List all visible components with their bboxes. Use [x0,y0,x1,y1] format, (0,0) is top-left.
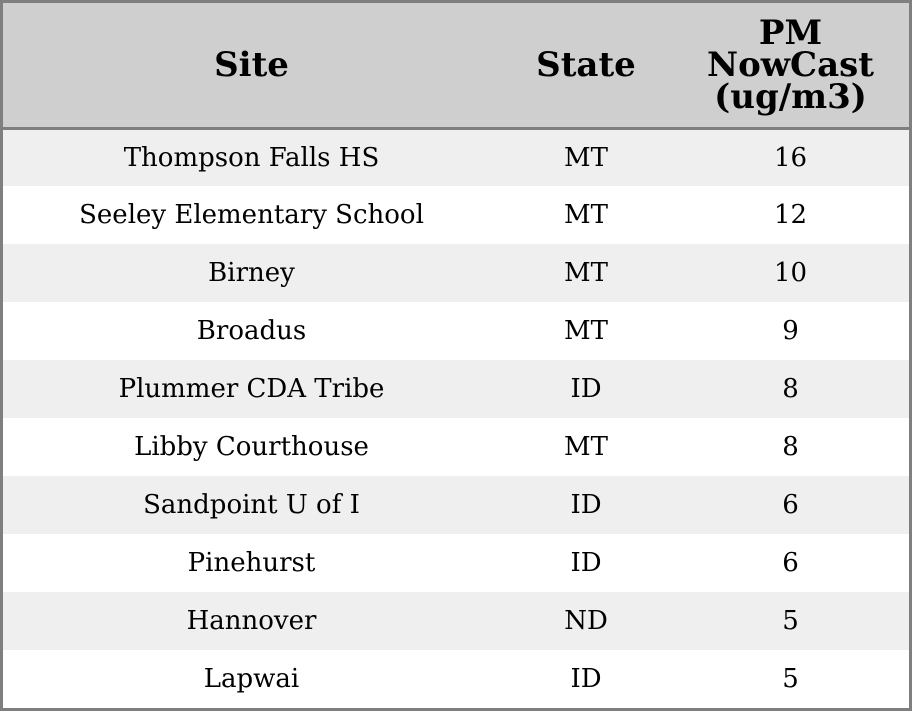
table-row [3,360,909,418]
table-row [3,244,909,302]
header-pm-line3: (ug/m3) [714,76,867,117]
cell-state: MT [564,258,608,288]
cell-state: ID [570,664,602,694]
cell-state: ID [570,548,602,578]
table-row [3,650,909,708]
cell-site: Broadus [196,316,307,346]
table-row [3,534,909,592]
cell-pm: 5 [782,606,799,636]
cell-state: MT [564,142,608,173]
cell-pm: 5 [782,664,799,694]
cell-pm: 12 [773,200,808,230]
table-row [3,476,909,534]
cell-state: ND [564,606,608,636]
header-site: Site [3,3,500,128]
header-pm-nowcast [672,3,909,128]
cell-state: MT [564,432,608,462]
cell-state: MT [564,200,608,230]
cell-site: Thompson Falls HS [123,142,380,173]
cell-pm: 8 [782,432,799,462]
cell-pm: 9 [782,316,799,346]
cell-site: Hannover [186,606,317,636]
cell-site: Pinehurst [187,548,316,578]
pm-nowcast-table [3,3,909,708]
cell-state: MT [564,316,608,346]
table-header [3,3,909,128]
header-state: State [500,3,672,128]
cell-site: Seeley Elementary School [79,200,424,230]
header-pm-line2: NowCast [707,44,874,85]
table-row [3,302,909,360]
cell-site: Sandpoint U of I [143,490,360,520]
cell-site: Plummer CDA Tribe [118,374,385,404]
table-row [3,592,909,650]
table-row [3,418,909,476]
cell-pm: 6 [782,548,799,578]
header-row [3,3,909,128]
cell-pm: 8 [782,374,799,404]
cell-state: ID [570,374,602,404]
cell-state: ID [570,490,602,520]
cell-site: Lapwai [203,664,300,694]
table-row [3,186,909,244]
cell-pm: 6 [782,490,799,520]
cell-pm: 16 [773,142,808,173]
cell-pm: 10 [773,258,808,288]
cell-site: Birney [208,258,295,288]
table-row [3,128,909,186]
table-body [3,128,909,708]
cell-site: Libby Courthouse [134,432,369,462]
header-pm-line1: PM [758,12,823,53]
